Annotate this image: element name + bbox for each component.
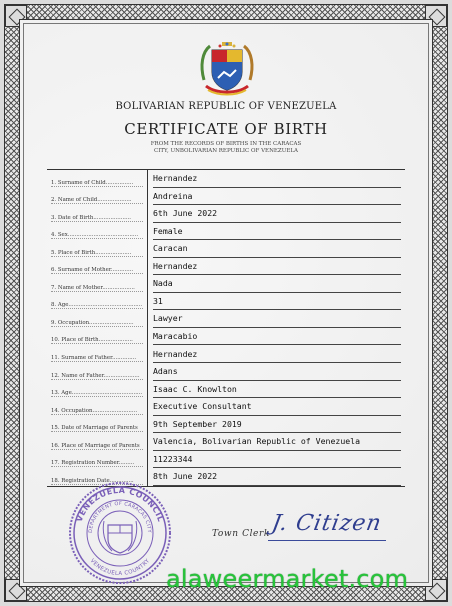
clerk-signature: J. Citizen [269,511,384,536]
field-value: Executive Consultant [153,398,401,416]
certificate-title: CERTIFICATE OF BIRTH [124,120,328,138]
field-value: 9th September 2019 [153,416,401,434]
field-value: Isaac C. Knowlton [153,381,401,399]
certificate-subtitle [0,141,452,155]
town-clerk-label: Town Clerk [212,529,270,539]
field-label: 7. Name of Mother................... [51,285,143,292]
field-value: Andreina [153,188,401,206]
field-label: 11. Surname of Father.............. [51,355,143,362]
field-value: Hernandez [153,258,401,276]
record-row [47,381,405,399]
field-value: 8th June 2022 [153,468,401,486]
field-label: 10. Place of Birth.................... [51,337,143,344]
field-label: 12. Name of Father..................... [51,373,143,380]
field-label: 14. Occupation.......................... [51,408,143,415]
field-value: Caracan [153,240,401,258]
field-value: Adans [153,363,401,381]
field-value: 31 [153,293,401,311]
record-row [47,188,405,206]
signature-line [268,540,386,541]
record-row [47,416,405,434]
field-label: 3. Date of Birth...................... [51,215,143,222]
seal-top-text: VENEZUELA COUNCIL [74,485,166,524]
field-value: 11223344 [153,451,401,469]
field-value: Hernandez [153,170,401,188]
record-row [47,363,405,381]
field-label: 8. Age........................................... [51,302,143,309]
field-label: 16. Place of Marriage of Parents [51,443,143,450]
field-value: Maracabio [153,328,401,346]
field-label: 4. Sex......................................... [51,232,143,239]
field-label: 15. Date of Marriage of Parents [51,425,143,432]
record-row [47,346,405,364]
record-row [47,205,405,223]
field-label: 5. Place of Birth..................... [51,250,143,257]
seal-bottom-text: VENEZUELA COUNTRY [88,558,152,578]
record-row [47,170,405,188]
field-label: 9. Occupation.......................... [51,320,143,327]
record-row [47,398,405,416]
watermark-text: alaweermarket.com [166,565,409,593]
field-label: 6. Surname of Mother............. [51,267,143,274]
record-row [47,258,405,276]
records-table [47,169,405,487]
record-row [47,451,405,469]
field-value: Valencia, Bolivarian Republic of Venezuela [153,433,401,451]
field-value: Female [153,223,401,241]
field-label: 17. Registration Number......... [51,460,143,467]
subtitle-line: FROM THE RECORDS OF BIRTHS IN THE CARACAS [150,141,302,147]
field-label: 13. Age......................................... [51,390,143,397]
field-label: 1. Surname of Child................ [51,180,143,187]
official-seal [68,481,172,585]
field-value: 6th June 2022 [153,205,401,223]
field-value: Lawyer [153,310,401,328]
field-value: Nada [153,275,401,293]
seal-mid-text: DEPARTMENT OF CARACAS CITY [87,500,153,534]
field-label: 18. Registration Date.............. [51,478,143,485]
record-row [47,328,405,346]
field-label: 2. Name of Child.................... [51,197,143,204]
record-row [47,240,405,258]
record-row [47,223,405,241]
field-value: Hernandez [153,346,401,364]
country-name: BOLIVARIAN REPUBLIC OF VENEZUELA [115,101,337,112]
subtitle-line: CITY, UNBOLIVARIAN REPUBLIC OF VENEZUELA [153,148,298,154]
record-row [47,310,405,328]
record-row [47,433,405,451]
record-row [47,293,405,311]
coat-of-arms-emblem [196,40,258,98]
record-row [47,275,405,293]
